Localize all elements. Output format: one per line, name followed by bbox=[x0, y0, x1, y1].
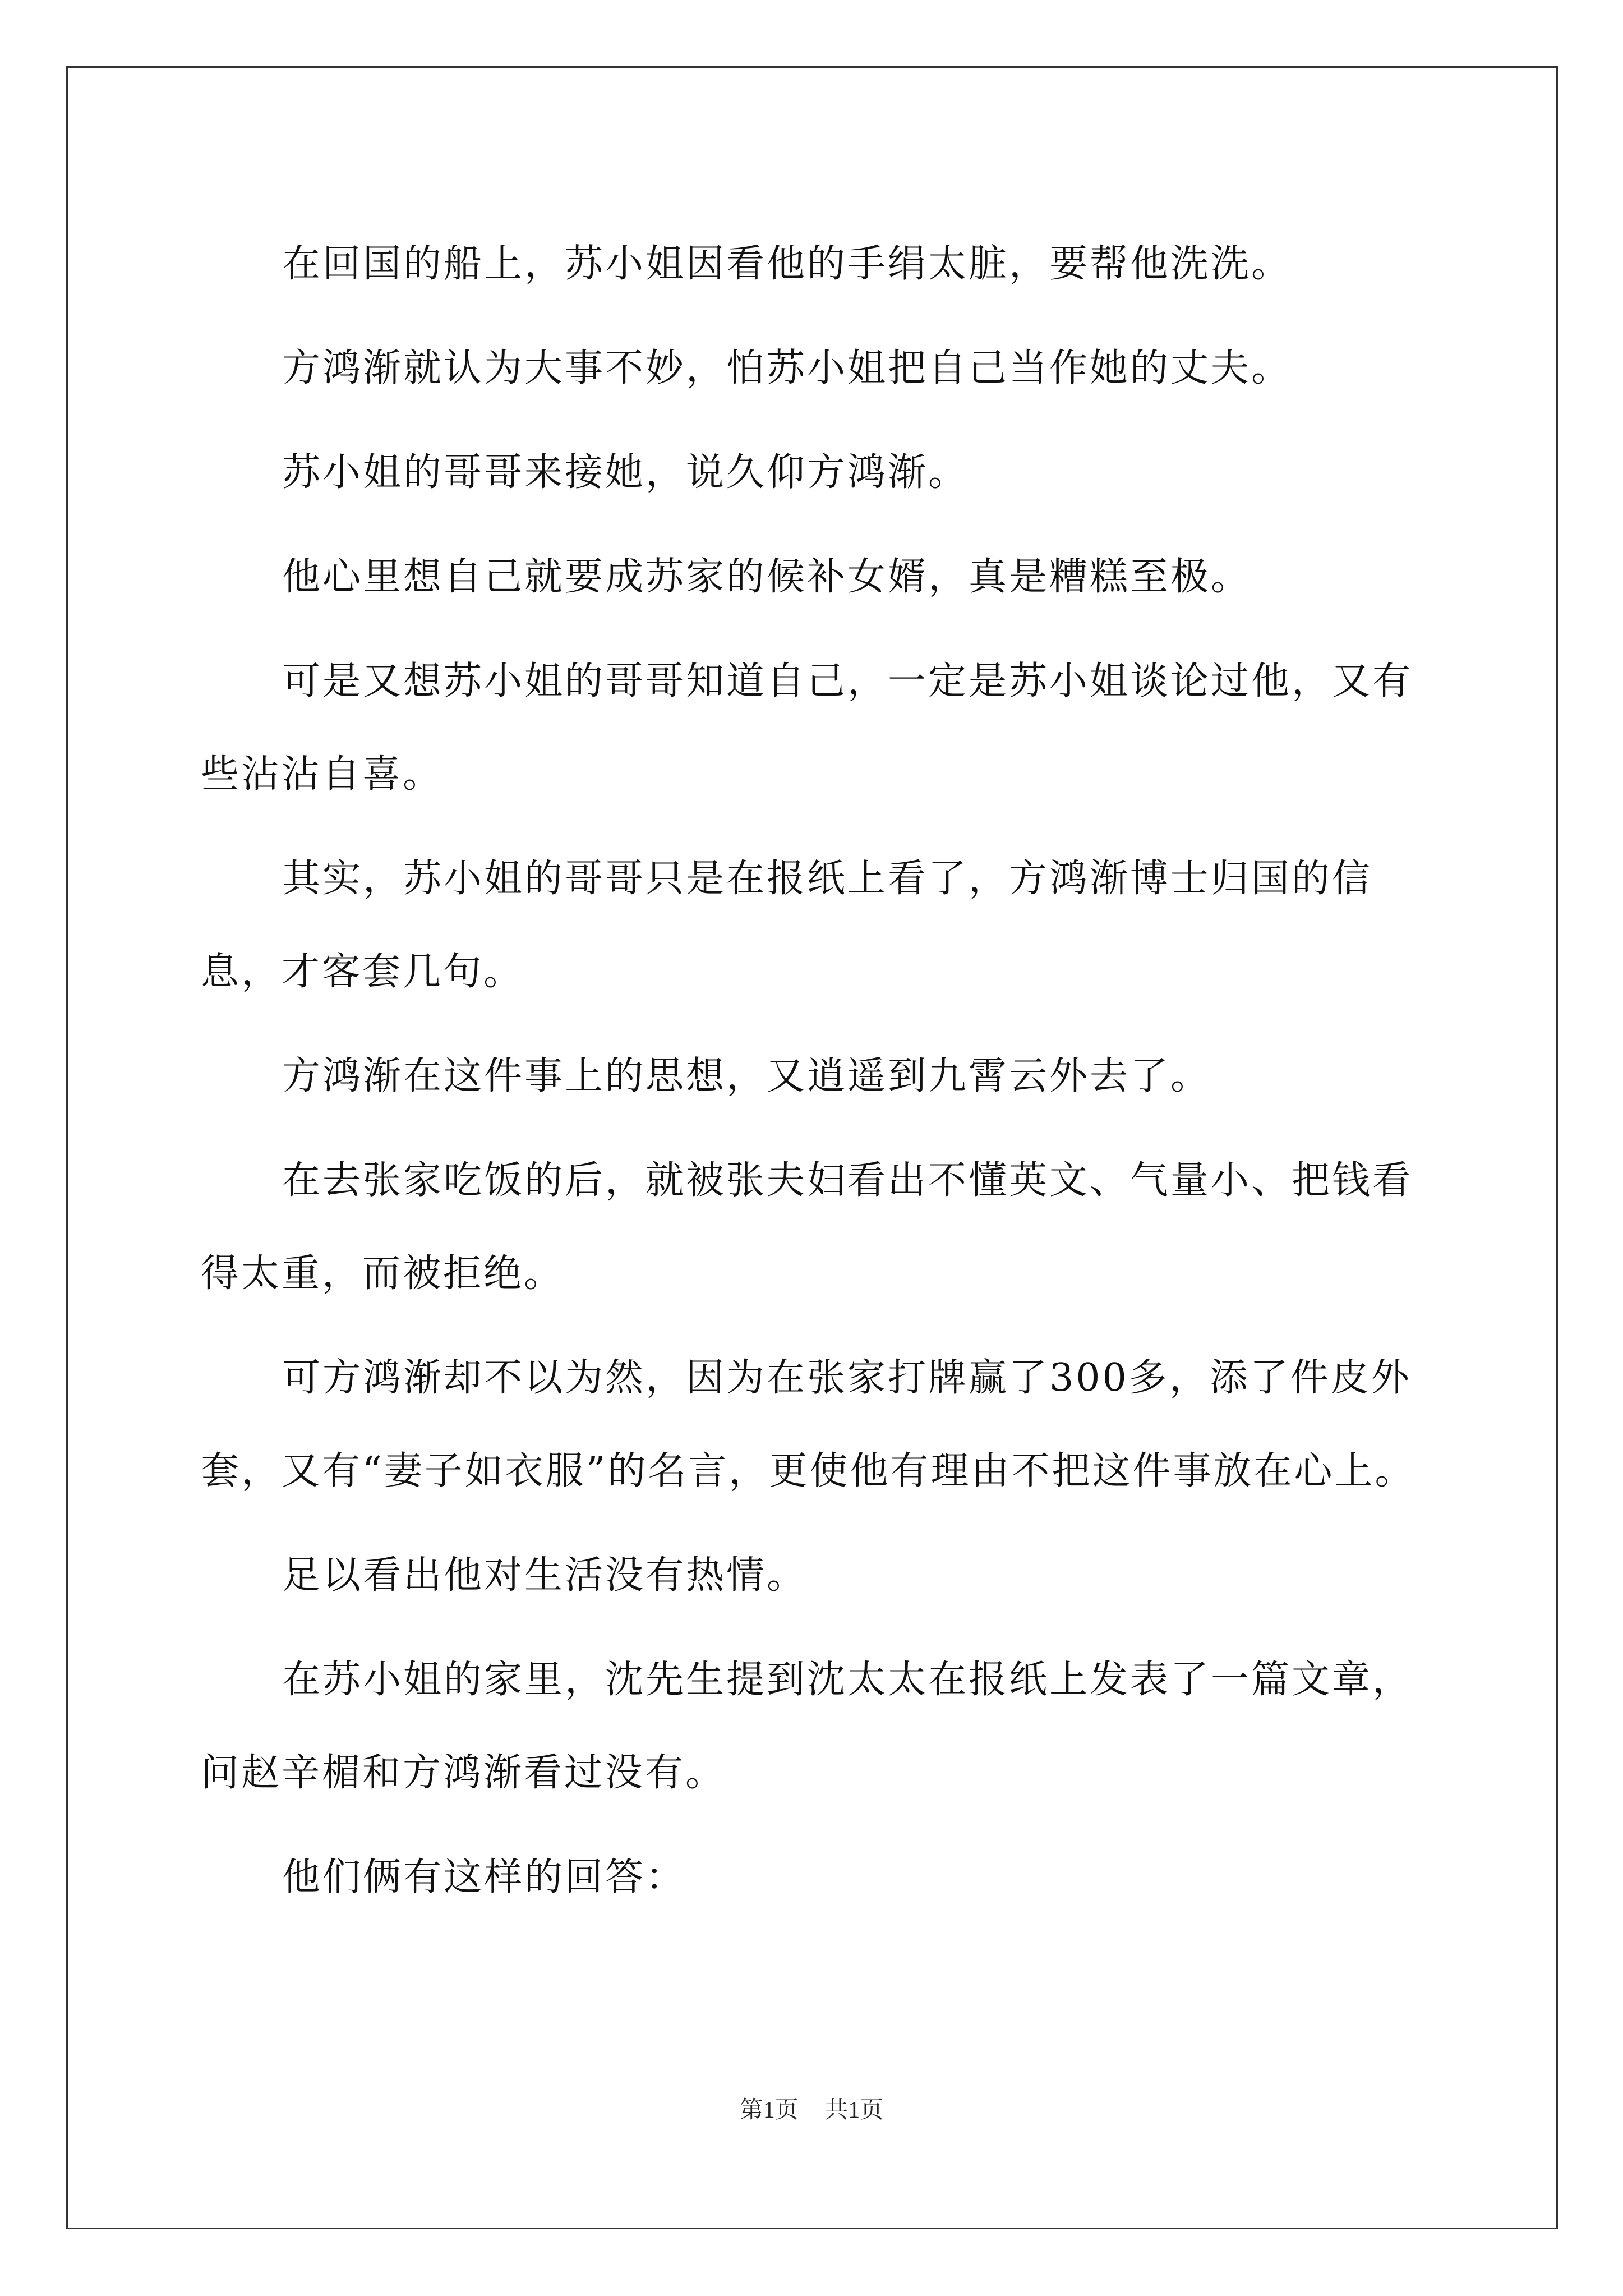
paragraph: 在苏小姐的家里，沈先生提到沈太太在报纸上发表了一篇文章，问赵辛楣和方鸿渐看过没有。 bbox=[201, 1658, 1413, 1795]
paragraph: 方鸿渐在这件事上的思想，又逍遥到九霄云外去了。 bbox=[282, 1054, 1211, 1098]
paragraph: 可是又想苏小姐的哥哥知道自己，一定是苏小姐谈论过他，又有些沾沾自喜。 bbox=[201, 659, 1413, 797]
paragraph: 可方鸿渐却不以为然，因为在张家打牌赢了300多，添了件皮外套，又有“妻子如衣服”的名言，更使他有理由不把这件事放在心上。 bbox=[201, 1356, 1415, 1493]
paragraph: 足以看出他对生活没有热情。 bbox=[282, 1553, 808, 1598]
page-number-total: 共1页 bbox=[824, 2097, 884, 2123]
paragraph: 苏小姐的哥哥来接她，说久仰方鸿渐。 bbox=[282, 450, 969, 495]
page-number-current: 第1页 bbox=[739, 2097, 799, 2123]
paragraph: 在去张家吃饭的后，就被张夫妇看出不懂英文、气量小、把钱看得太重，而被拒绝。 bbox=[201, 1158, 1413, 1296]
paragraph: 他心里想自己就要成苏家的候补女婿，真是糟糕至极。 bbox=[282, 555, 1252, 599]
paragraph: 在回国的船上，苏小姐因看他的手绢太脏，要帮他洗洗。 bbox=[282, 242, 1292, 286]
paragraph: 方鸿渐就认为大事不妙，怕苏小姐把自己当作她的丈夫。 bbox=[282, 346, 1292, 390]
paragraph: 他们俩有这样的回答： bbox=[282, 1855, 686, 1899]
page-footer bbox=[0, 2091, 1623, 2125]
document-body bbox=[201, 218, 1423, 1935]
paragraph: 其实，苏小姐的哥哥只是在报纸上看了，方鸿渐博士归国的信息，才客套几句。 bbox=[201, 857, 1373, 994]
